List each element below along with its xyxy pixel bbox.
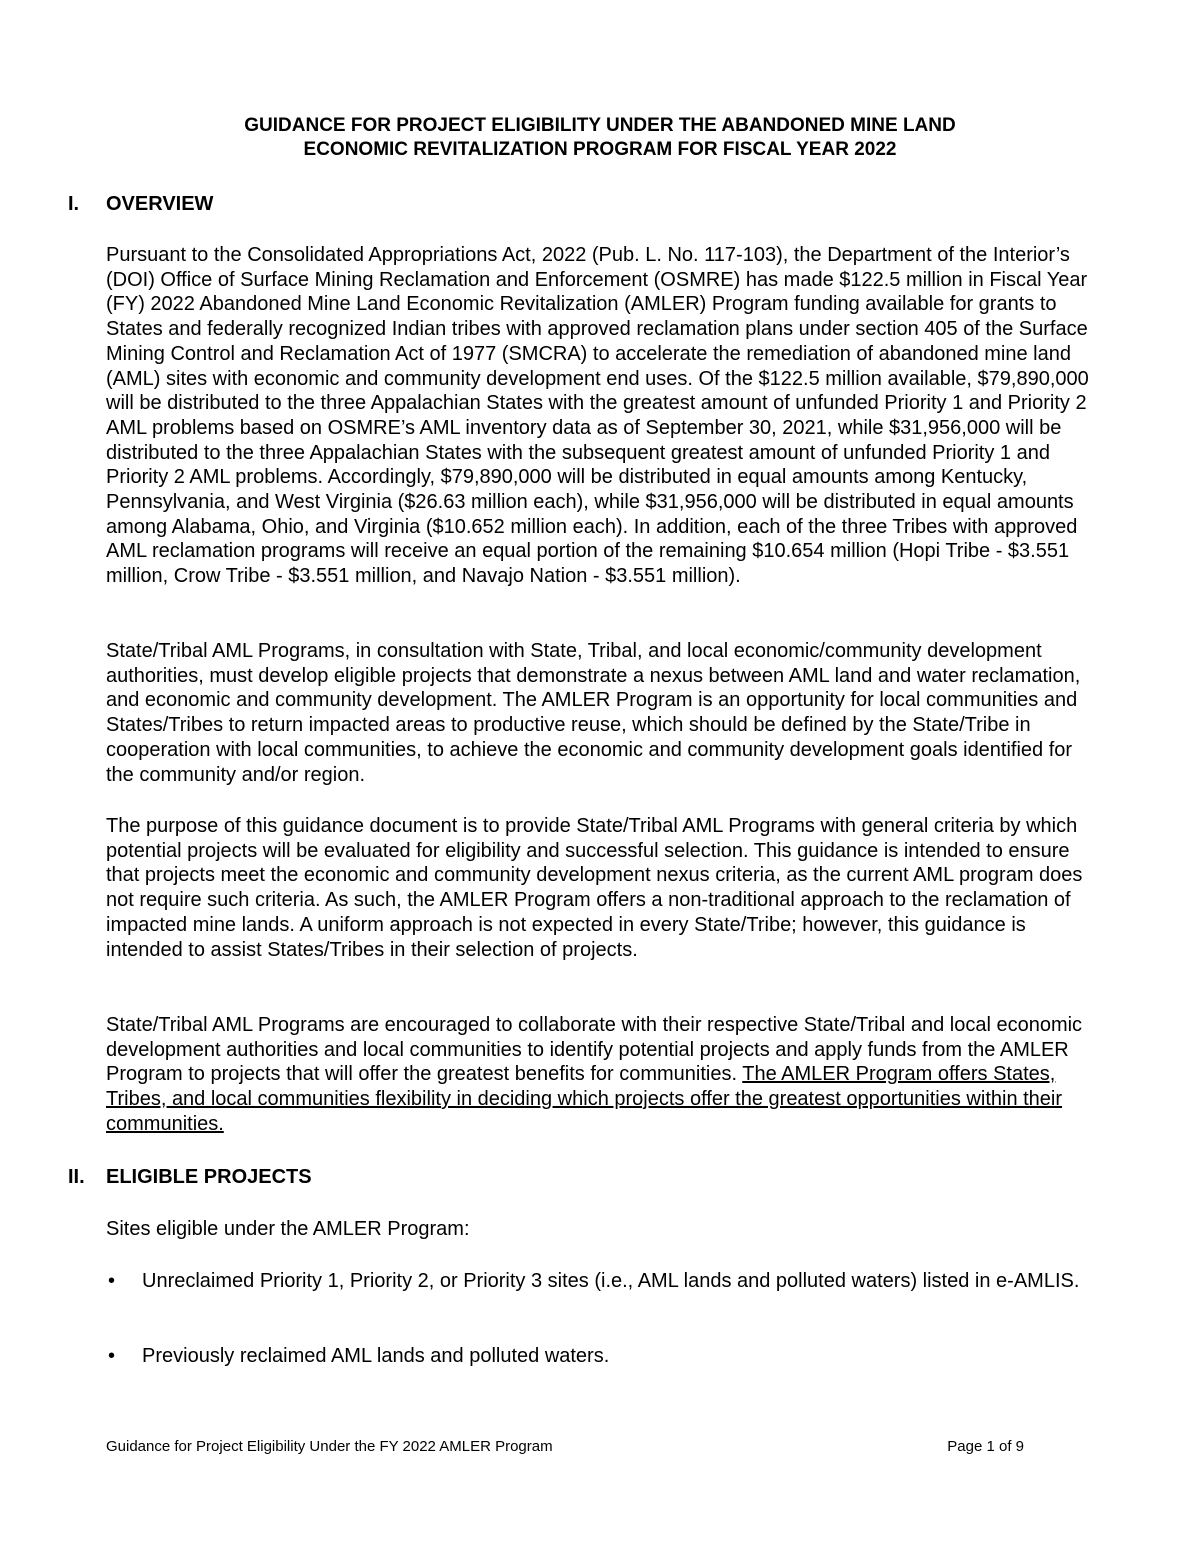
document-title-line-1: GUIDANCE FOR PROJECT ELIGIBILITY UNDER THE ABANDONED MINE LAND: [244, 115, 956, 136]
overview-paragraph-1: Pursuant to the Consolidated Appropriations Act, 2022 (Pub. L. No. 117-103), the Department of the Interior’s (DOI) Office of Surface Mining Reclamation and Enforcement (OSMRE) has made $122.5 million in Fiscal Year (FY) 2022 Abandoned Mine Land Economic Revitalization (AMLER) Program funding available for grants to States and federally recognized Indian tribes with approved reclamation plans under section 405 of the Surface Mining Control and Reclamation Act of 1977 (SMCRA) to accelerate the remediation of abandoned mine land (AML) sites with economic and community development end uses. Of the $122.5 million available, $79,890,000 will be distributed to the three Appalachian States with the greatest amount of unfunded Priority 1 and Priority 2 AML problems based on OSMRE’s AML inventory data as of September 30, 2021, while $31,956,000 will be distributed to the three Appalachian States with the subsequent greatest amount of unfunded Priority 1 and Priority 2 AML problems. Accordingly, $79,890,000 will be distributed in equal amounts among Kentucky, Pennsylvania, and West Virginia ($26.63 million each), while $31,956,000 will be distributed in equal amounts among Alabama, Ohio, and Virginia ($10.652 million each). In addition, each of the three Tribes with approved AML reclamation programs will receive an equal portion of the remaining $10.654 million (Hopi Tribe - $3.551 million, Crow Tribe - $3.551 million, and Navajo Nation - $3.551 million).: [106, 244, 1089, 588]
list-item: [106, 1344, 1101, 1369]
eligible-sites-list-continued: [106, 1344, 1101, 1369]
section-2-number: II.: [68, 1166, 85, 1188]
overview-paragraph-4: [106, 1013, 1101, 1137]
section-1-title: OVERVIEW: [106, 193, 214, 215]
list-item-text: Unreclaimed Priority 1, Priority 2, or Priority 3 sites (i.e., AML lands and polluted waters) listed in e-AMLIS.: [142, 1270, 1080, 1292]
document-title: [100, 114, 1100, 162]
overview-paragraph-2: State/Tribal AML Programs, in consultation with State, Tribal, and local economic/community development authorities, must develop eligible projects that demonstrate a nexus between AML land and water reclamation, and economic and community development. The AMLER Program is an opportunity for local communities and States/Tribes to return impacted areas to productive reuse, which should be defined by the State/Tribe in cooperation with local communities, to achieve the economic and community development goals identified for the community and/or region.: [106, 640, 1081, 786]
bullet-icon: •: [108, 1270, 116, 1292]
footer-page-number: Page 1 of 9: [947, 1438, 1024, 1455]
section-2-title: ELIGIBLE PROJECTS: [106, 1166, 312, 1188]
list-item: [106, 1269, 1101, 1294]
eligible-sites-intro: Sites eligible under the AMLER Program:: [106, 1218, 470, 1240]
overview-paragraph-4-text: State/Tribal AML Programs are encouraged to collaborate with their respective State/Tribal and local economic development authorities and local communities to identify potential projects and apply funds from the AMLER Program to projects that will offer the greatest benefits for communities.: [106, 1014, 1083, 1086]
section-1-number: I.: [68, 193, 80, 215]
eligible-sites-list: [106, 1269, 1101, 1294]
overview-paragraph-4-underlined-text: The AMLER Program offers States, Tribes, and local communities flexibility in deciding which projects offer the greatest opportunities within their communities.: [106, 1063, 1063, 1135]
section-2-heading: [68, 1165, 312, 1189]
document-title-line-2: ECONOMIC REVITALIZATION PROGRAM FOR FISCAL YEAR 2022: [303, 139, 897, 160]
list-item-text: Previously reclaimed AML lands and polluted waters.: [142, 1345, 610, 1367]
section-1-heading: [68, 192, 213, 216]
overview-paragraph-3: The purpose of this guidance document is to provide State/Tribal AML Programs with general criteria by which potential projects will be evaluated for eligibility and successful selection. This guidance is intended to ensure that projects meet the economic and community development nexus criteria, as the current AML program does not require such criteria. As such, the AMLER Program offers a non-traditional approach to the reclamation of impacted mine lands. A uniform approach is not expected in every State/Tribe; however, this guidance is intended to assist States/Tribes in their selection of projects.: [106, 815, 1083, 961]
footer-document-title: Guidance for Project Eligibility Under the FY 2022 AMLER Program: [106, 1438, 553, 1455]
bullet-icon: •: [108, 1345, 116, 1367]
